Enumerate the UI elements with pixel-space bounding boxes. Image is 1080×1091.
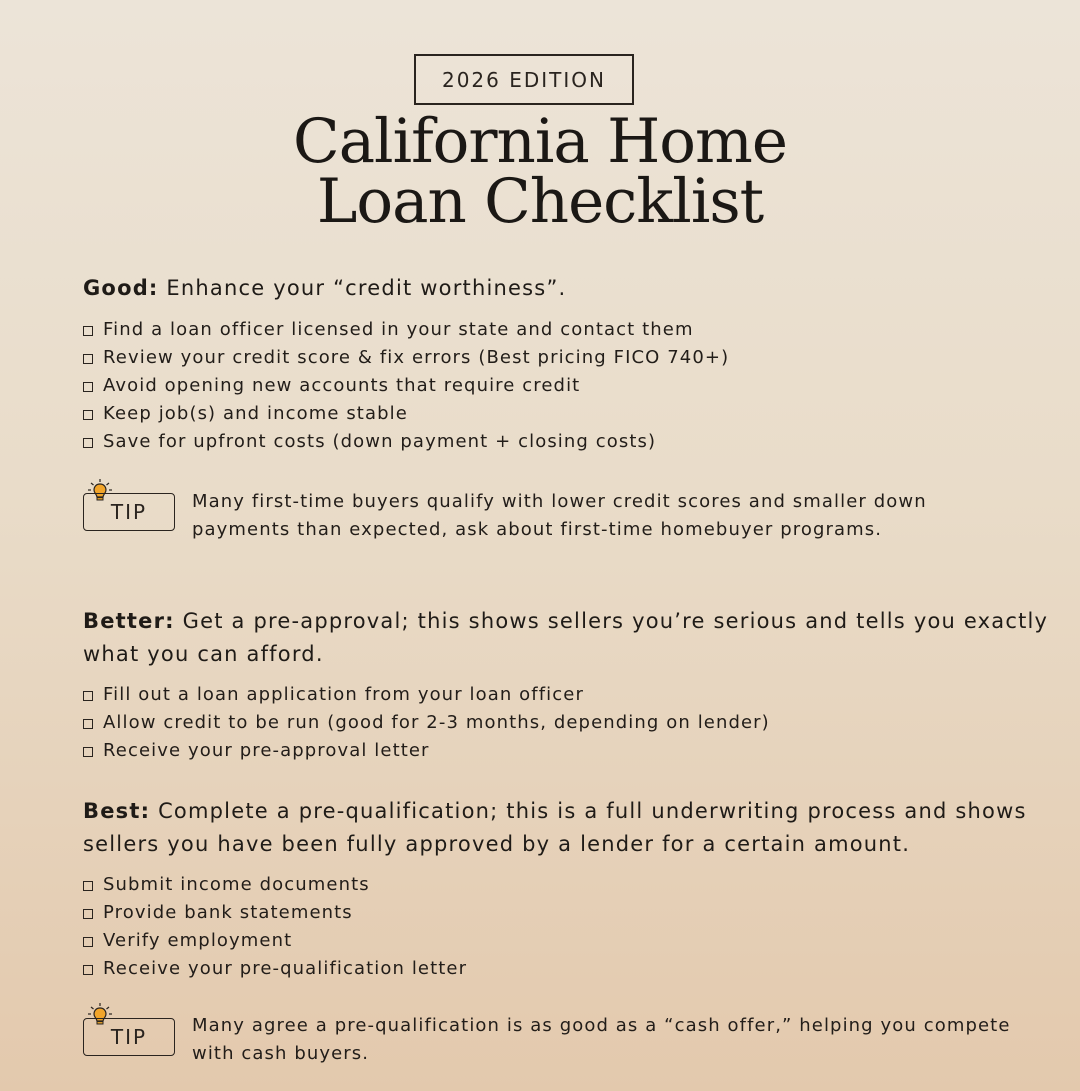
title-line-2: Loan Checklist: [316, 166, 764, 237]
list-item: [83, 400, 729, 428]
checkbox-icon[interactable]: [83, 747, 93, 757]
list-item: [83, 899, 467, 927]
section-better-label: Better:: [83, 609, 175, 633]
checkbox-icon[interactable]: [83, 410, 93, 420]
checkbox-icon[interactable]: [83, 719, 93, 729]
checkbox-icon[interactable]: [83, 691, 93, 701]
list-item-text: Verify employment: [103, 930, 293, 951]
section-good-text: Enhance your “credit worthiness”.: [158, 276, 567, 300]
page-title: [0, 106, 1080, 237]
list-item-text: Review your credit score & fix errors (Best pricing FICO 740+): [103, 347, 730, 368]
section-best-text: Complete a pre-qualification; this is a full underwriting process and shows sellers you have been fully approved by a lender for a certain amount.: [83, 799, 1027, 856]
list-item: [83, 316, 729, 344]
section-better-text: Get a pre-approval; this shows sellers you’re serious and tells you exactly what you can afford.: [83, 609, 1049, 666]
edition-badge: 2026 EDITION: [414, 54, 634, 105]
list-item: [83, 927, 467, 955]
tip-badge: TIP: [83, 1018, 175, 1056]
section-good-label: Good:: [83, 276, 159, 300]
list-item-text: Submit income documents: [103, 874, 370, 895]
list-item: [83, 737, 770, 765]
list-item-text: Provide bank statements: [103, 902, 353, 923]
list-item: [83, 871, 467, 899]
section-better-list: [83, 681, 770, 765]
list-item-text: Keep job(s) and income stable: [103, 403, 408, 424]
section-best-heading: [83, 795, 1063, 861]
list-item: [83, 955, 467, 983]
tip-text: Many agree a pre-qualification is as good as a “cash offer,” helping you compete with cash buyers.: [192, 1015, 1011, 1064]
list-item-text: Receive your pre-approval letter: [103, 740, 430, 761]
checkbox-icon[interactable]: [83, 382, 93, 392]
list-item-text: Find a loan officer licensed in your state and contact them: [103, 319, 694, 340]
checkbox-icon[interactable]: [83, 354, 93, 364]
section-best-list: [83, 871, 467, 983]
checkbox-icon[interactable]: [83, 438, 93, 448]
tip-text: Many first-time buyers qualify with lower credit scores and smaller down payments than expected, ask about first-time homebuyer programs.: [192, 491, 927, 540]
checkbox-icon[interactable]: [83, 937, 93, 947]
checkbox-icon[interactable]: [83, 965, 93, 975]
list-item: [83, 344, 729, 372]
list-item: [83, 709, 770, 737]
section-best-label: Best:: [83, 799, 151, 823]
title-line-1: California Home: [293, 106, 787, 177]
list-item: [83, 372, 729, 400]
list-item-text: Avoid opening new accounts that require credit: [103, 375, 581, 396]
section-better-heading: [83, 605, 1063, 671]
list-item-text: Allow credit to be run (good for 2-3 months, depending on lender): [103, 712, 770, 733]
section-good-heading: [83, 272, 1063, 305]
list-item-text: Save for upfront costs (down payment + closing costs): [103, 431, 657, 452]
list-item-text: Receive your pre-qualification letter: [103, 958, 468, 979]
list-item: [83, 428, 729, 456]
checkbox-icon[interactable]: [83, 909, 93, 919]
list-item: [83, 681, 770, 709]
checkbox-icon[interactable]: [83, 326, 93, 336]
checkbox-icon[interactable]: [83, 881, 93, 891]
tip-badge: TIP: [83, 493, 175, 531]
list-item-text: Fill out a loan application from your loan officer: [103, 684, 584, 705]
section-good-list: [83, 316, 729, 456]
